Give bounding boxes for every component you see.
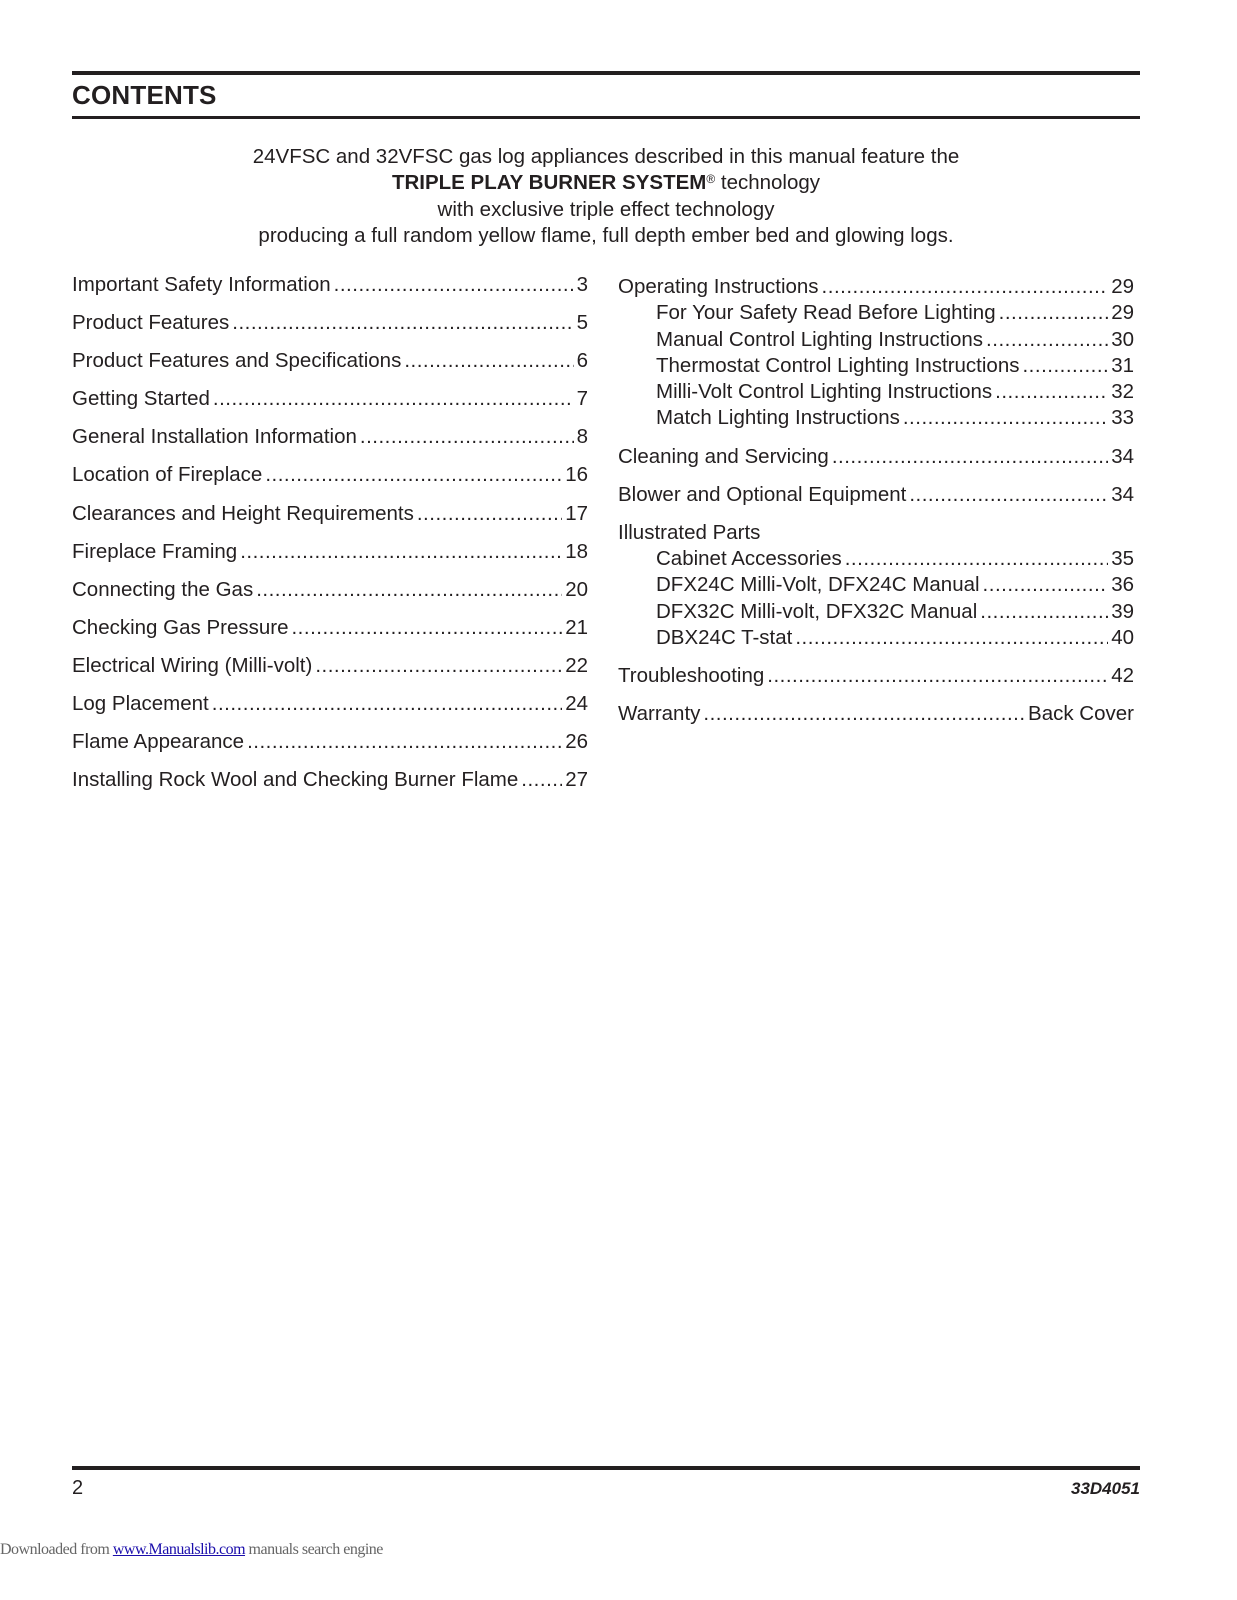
intro-line-2	[72, 170, 1140, 196]
intro-line-2-rest: technology	[715, 171, 821, 195]
intro-line-1: 24VFSC and 32VFSC gas log appliances described in this manual feature the	[252, 145, 960, 168]
top-rule	[72, 71, 1140, 75]
toc-entry-troubleshooting[interactable]: Troubleshooting ..... 42	[618, 663, 1134, 689]
toc-entry[interactable]: Getting Started ..... 7	[72, 385, 588, 423]
toc-right-column	[618, 274, 1134, 727]
manualslib-link[interactable]: www.Manualslib.com	[112, 1541, 246, 1558]
page-title: CONTENTS	[72, 80, 217, 110]
toc-entry[interactable]: Connecting the Gas ..... 20	[72, 576, 588, 614]
toc-entry[interactable]: General Installation Information ..... 8	[72, 423, 588, 461]
toc-entry[interactable]: Product Features ..... 5	[72, 309, 588, 347]
toc-entry[interactable]: Location of Fireplace ..... 16	[72, 461, 588, 499]
intro-line-4: producing a full random yellow flame, full depth ember bed and glowing logs.	[258, 223, 954, 247]
toc-subentry[interactable]: Thermostat Control Lighting Instructions ..... 31	[618, 353, 1134, 379]
page-number: 2	[72, 1477, 84, 1499]
registered-mark: ®	[706, 172, 716, 187]
toc-entry[interactable]: Flame Appearance ..... 26	[72, 728, 588, 766]
toc-entry-cleaning[interactable]: Cleaning and Servicing ..... 34	[618, 444, 1134, 470]
toc-subentry[interactable]: DFX24C Milli-Volt, DFX24C Manual ..... 36	[618, 572, 1134, 598]
document-number: 33D4051	[1070, 1479, 1140, 1498]
toc-entry[interactable]: Log Placement ..... 24	[72, 690, 588, 728]
intro-text	[72, 144, 1140, 249]
toc-subentry[interactable]: DBX24C T-stat ..... 40	[618, 625, 1134, 651]
intro-line-3: with exclusive triple effect technology	[437, 197, 775, 221]
toc-entry[interactable]: Installing Rock Wool and Checking Burner Flame ..... 27	[72, 766, 588, 804]
toc-entry[interactable]: Fireplace Framing ..... 18	[72, 538, 588, 576]
toc-entry[interactable]: Checking Gas Pressure ..... 21	[72, 614, 588, 652]
toc-subentry[interactable]: Match Lighting Instructions ..... 33	[618, 405, 1134, 431]
toc-entry[interactable]: Electrical Wiring (Milli-volt) ..... 22	[72, 652, 588, 690]
toc-subentry[interactable]: Cabinet Accessories ..... 35	[618, 546, 1134, 572]
toc-subentry[interactable]: Milli-Volt Control Lighting Instructions ..... 32	[618, 379, 1134, 405]
toc-entry-blower[interactable]: Blower and Optional Equipment ..... 34	[618, 482, 1134, 508]
download-footer: Downloaded from www.Manualslib.com manuals search engine	[0, 1541, 383, 1558]
toc-entry[interactable]: Important Safety Information ..... 3	[72, 271, 588, 309]
toc-subentry[interactable]: For Your Safety Read Before Lighting ..... 29	[618, 300, 1134, 326]
footer-rule	[72, 1466, 1140, 1470]
title-underline-rule	[72, 116, 1140, 119]
toc-entry-operating[interactable]: Operating Instructions ..... 29	[618, 274, 1134, 300]
burner-system-name: TRIPLE PLAY BURNER SYSTEM	[391, 171, 707, 195]
toc-subentry[interactable]: DFX32C Milli-volt, DFX32C Manual ..... 39	[618, 599, 1134, 625]
toc-entry-warranty[interactable]: Warranty ..... Back Cover	[618, 701, 1134, 727]
toc-left-column	[72, 271, 588, 804]
toc-entry[interactable]: Product Features and Specifications ..... 6	[72, 347, 588, 385]
toc-group-illustrated-parts[interactable]: Illustrated Parts	[618, 520, 761, 544]
toc-subentry[interactable]: Manual Control Lighting Instructions ..... 30	[618, 327, 1134, 353]
toc-entry[interactable]: Clearances and Height Requirements ..... 17	[72, 500, 588, 538]
